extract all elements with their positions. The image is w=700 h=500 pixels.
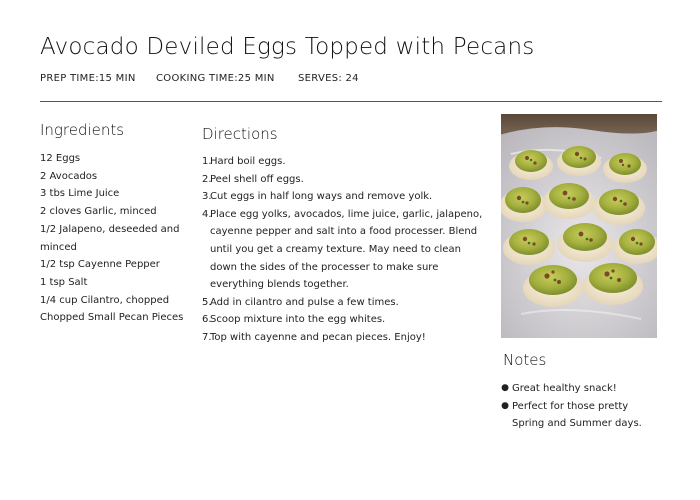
ingredient-item: 12 Eggs — [40, 153, 81, 164]
ingredient-item: Chopped Small Pecan Pieces — [40, 312, 184, 324]
note-text: Perfect for those pretty Spring and Summer days. — [512, 400, 642, 430]
recipe-title: Avocado Deviled Eggs Topped with Pecans — [40, 34, 535, 60]
deviled-eggs-photo — [501, 114, 657, 338]
ingredient-item: 1/4 cup Cilantro, chopped — [40, 294, 170, 306]
step-number: 3. — [202, 191, 212, 203]
direction-step — [202, 188, 487, 206]
ingredient-item: 2 Avocados — [40, 170, 98, 182]
bullet-icon: ● — [501, 383, 509, 393]
directions-list — [202, 153, 487, 347]
step-text: Add in cilantro and pulse a few times. — [210, 296, 399, 308]
ingredient-item: 1/2 tsp Cayenne Pepper — [40, 259, 160, 271]
ingredients-list — [40, 150, 185, 327]
step-number: 6. — [202, 314, 212, 326]
direction-step — [202, 171, 487, 189]
notes-list — [498, 380, 658, 433]
direction-step — [202, 311, 487, 329]
cooking-time: COOKING TIME:25 MIN — [156, 73, 275, 84]
step-number: 1. — [202, 156, 212, 167]
prep-time: PREP TIME:15 MIN — [40, 73, 136, 84]
direction-step — [202, 153, 487, 171]
step-number: 7. — [202, 331, 212, 343]
step-text: Scoop mixture into the egg whites. — [210, 314, 386, 326]
step-number: 5. — [202, 296, 212, 308]
ingredient-item: 3 tbs Lime Juice — [40, 188, 120, 200]
direction-step — [202, 206, 487, 294]
ingredients-heading: Ingredients — [40, 121, 125, 139]
step-text: Hard boil eggs. — [210, 156, 286, 167]
step-text: Place egg yolks, avocados, lime juice, garlic, jalapeno, cayenne pepper and salt into a food processer. Blend until you get a creamy texture. May need to clean down the sides of the processer to make sure everything blends together. — [210, 208, 483, 291]
directions-heading: Directions — [202, 125, 278, 143]
direction-step — [202, 329, 487, 347]
note-item — [498, 398, 658, 433]
ingredient-item: 1/2 Jalapeno, deseeded and minced — [40, 223, 180, 253]
note-text: Great healthy snack! — [512, 383, 617, 394]
step-number: 4. — [202, 208, 212, 220]
note-item — [498, 380, 658, 398]
bullet-icon: ● — [501, 400, 509, 411]
ingredient-item: 2 cloves Garlic, minced — [40, 206, 157, 218]
serves: SERVES: 24 — [298, 73, 359, 84]
direction-step — [202, 294, 487, 312]
step-text: Peel shell off eggs. — [210, 173, 304, 185]
step-text: Top with cayenne and pecan pieces. Enjoy! — [210, 331, 426, 343]
step-text: Cut eggs in half long ways and remove yolk. — [210, 191, 433, 203]
step-number: 2. — [202, 173, 212, 185]
header-divider — [40, 101, 662, 102]
ingredient-item: 1 tsp Salt — [40, 276, 88, 288]
notes-heading: Notes — [503, 351, 547, 369]
recipe-meta — [40, 73, 359, 84]
